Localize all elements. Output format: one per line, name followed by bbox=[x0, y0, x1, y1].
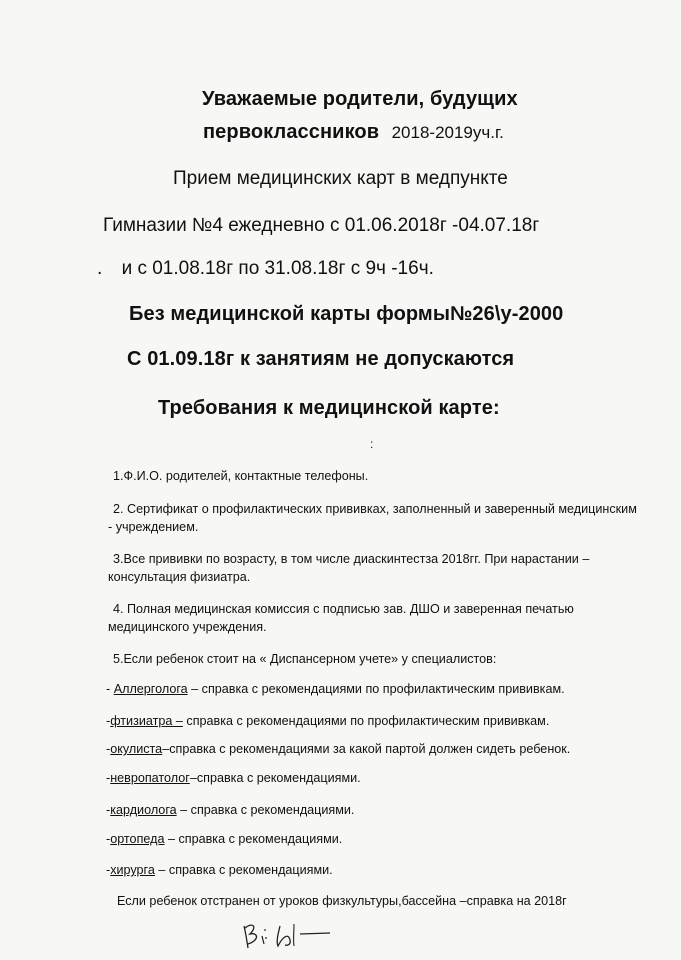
intro-line-3-dot: . bbox=[97, 258, 103, 279]
specialist-row: -невропатолог–справка с рекомендациями. bbox=[106, 771, 361, 785]
specialist-row: -хирурга – справка с рекомендациями. bbox=[106, 863, 333, 877]
footer-note: Если ребенок отстранен от уроков физкультуры,бассейна –справка на 2018г bbox=[117, 894, 567, 908]
item-4-line-1: 4. Полная медицинская комиссия с подписью зав. ДШО и заверенная печатью bbox=[113, 602, 574, 616]
item-1: 1.Ф.И.О. родителей, контактные телефоны. bbox=[113, 469, 369, 483]
specialist-name: ортопеда bbox=[110, 832, 165, 846]
intro-line-3-text: и с 01.08.18г по 31.08.18г с 9ч -16ч. bbox=[121, 258, 434, 279]
specialist-name: окулиста bbox=[110, 742, 163, 756]
heading-line-1: Уважаемые родители, будущих bbox=[202, 88, 518, 110]
warning-line-1: Без медицинской карты формы№26\у-2000 bbox=[129, 303, 564, 325]
intro-line-1: Прием медицинских карт в медпункте bbox=[173, 168, 508, 189]
colon-mark: : bbox=[370, 437, 374, 451]
item-2-line-1: 2. Сертификат о профилактических прививках, заполненный и заверенный медицинским bbox=[113, 502, 637, 516]
item-3-line-1: 3.Все прививки по возрасту, в том числе диаскинтестза 2018гг. При нарастании – bbox=[113, 552, 590, 566]
item-4-line-2: медицинского учреждения. bbox=[108, 620, 267, 634]
intro-line-3 bbox=[97, 258, 434, 280]
specialist-row: - Аллерголога – справка с рекомендациями по профилактическим прививкам. bbox=[106, 682, 565, 696]
warning-line-2: С 01.09.18г к занятиям не допускаются bbox=[127, 348, 515, 370]
requirements-title: Требования к медицинской карте: bbox=[158, 397, 500, 419]
item-5: 5.Если ребенок стоит на « Диспансерном учете» у специалистов: bbox=[113, 652, 497, 666]
item-2-line-2: - учреждением. bbox=[108, 520, 199, 534]
heading-line-2-year: 2018-2019уч.г. bbox=[391, 123, 504, 142]
item-3-line-2: консультация физиатра. bbox=[108, 570, 251, 584]
specialist-name: Аллерголога bbox=[113, 682, 188, 696]
specialist-name: невропатолог bbox=[110, 771, 190, 785]
specialist-name: кардиолога bbox=[110, 803, 177, 817]
intro-line-2: Гимназии №4 ежедневно с 01.06.2018г -04.07.18г bbox=[103, 215, 540, 236]
specialist-row: -ортопеда – справка с рекомендациями. bbox=[106, 832, 343, 846]
specialist-row: -окулиста–справка с рекомендациями за какой партой должен сидеть ребенок. bbox=[106, 742, 571, 756]
heading-line-2-bold: первоклассников bbox=[203, 121, 380, 143]
specialist-row: -кардиолога – справка с рекомендациями. bbox=[106, 803, 355, 817]
specialist-name: фтизиатра – bbox=[110, 714, 183, 728]
heading-line-2 bbox=[203, 121, 504, 144]
specialist-name: хирурга bbox=[110, 863, 155, 877]
handwritten-signature bbox=[238, 912, 338, 952]
specialist-row: -фтизиатра – справка с рекомендациями по профилактическим прививкам. bbox=[106, 714, 550, 728]
